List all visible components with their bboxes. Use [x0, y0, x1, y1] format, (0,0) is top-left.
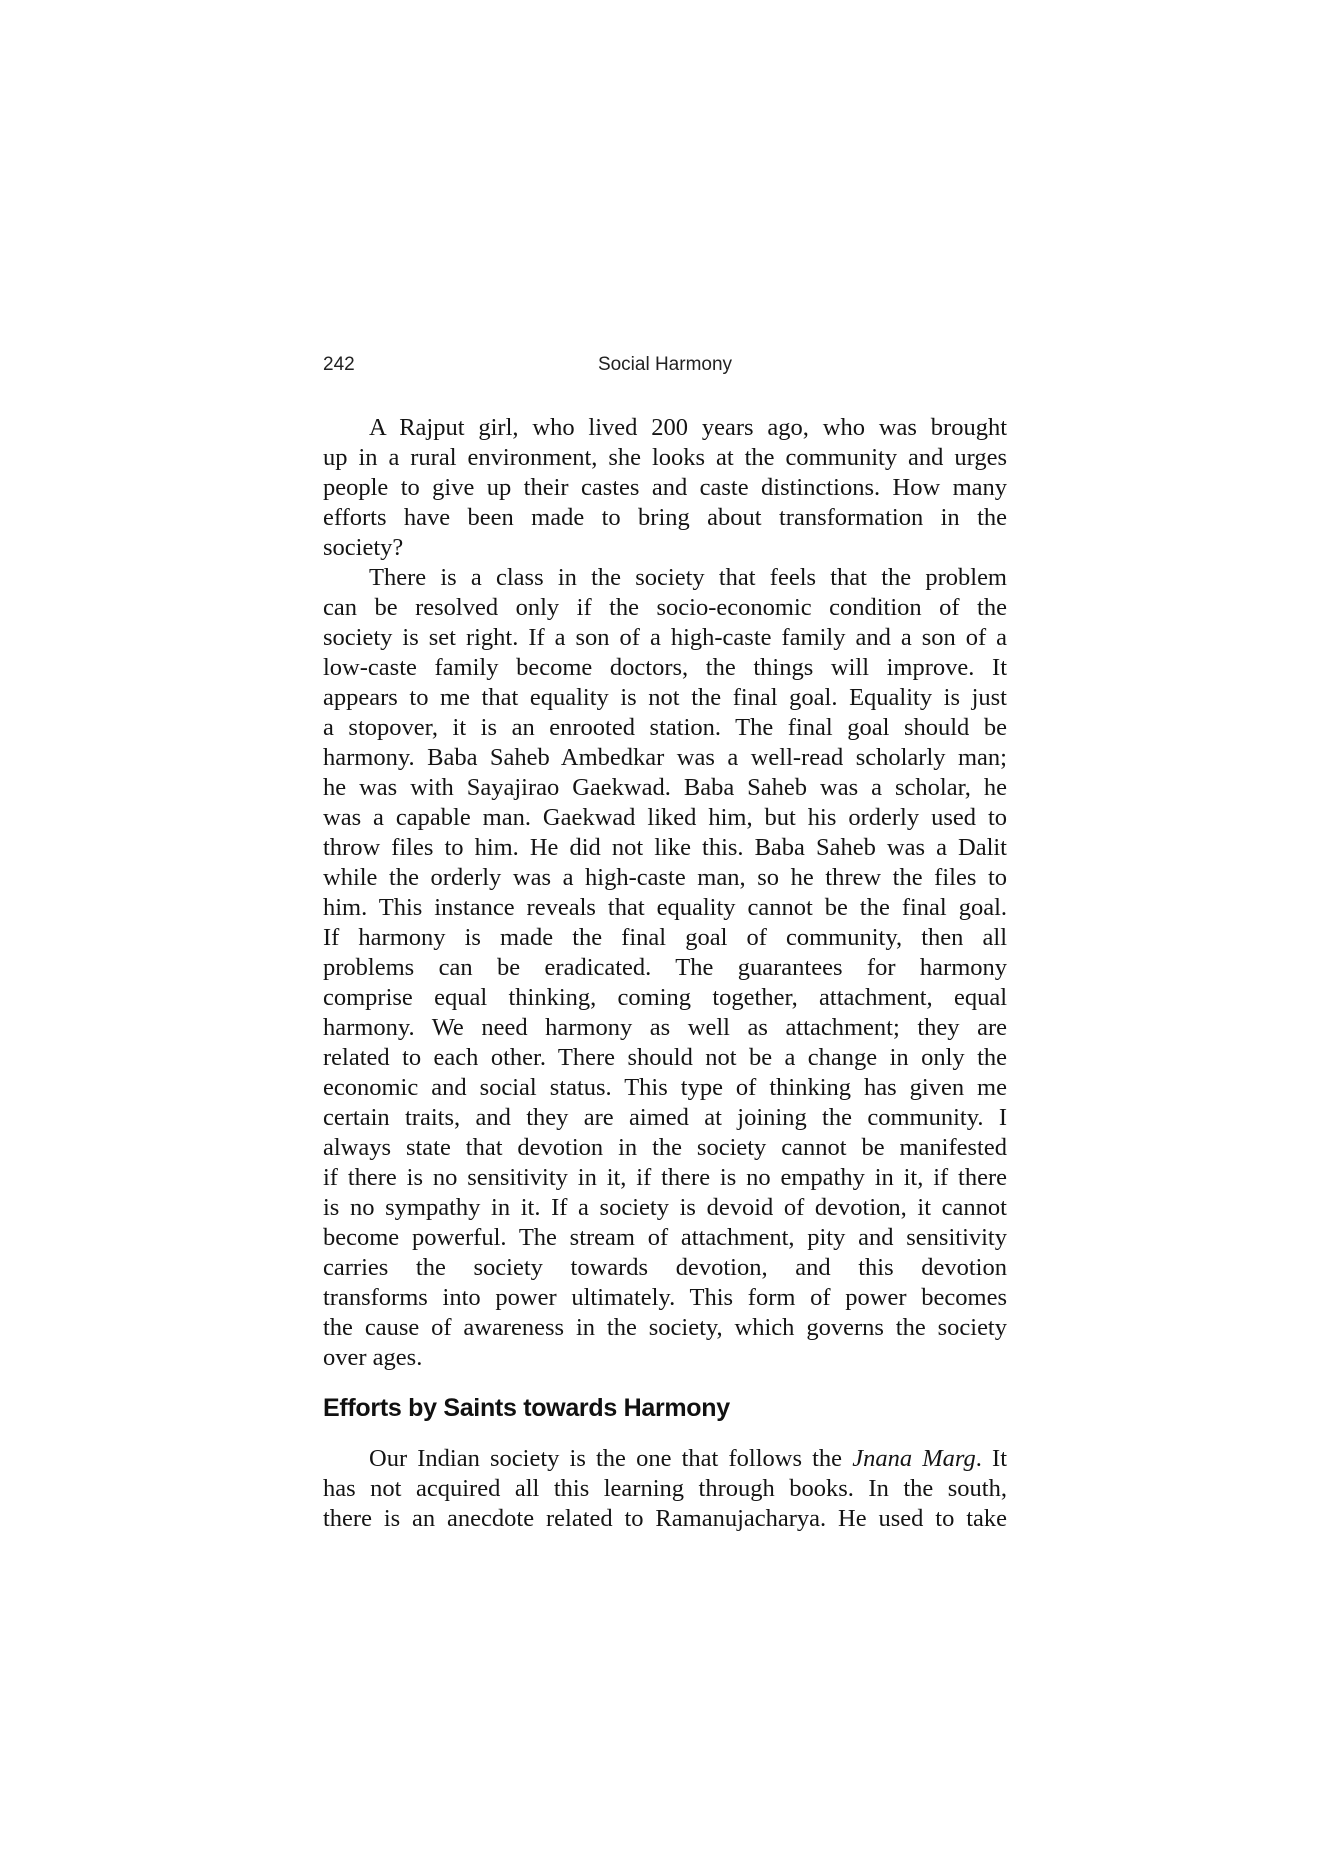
page-number: 242 [323, 354, 355, 375]
text-line: a stopover, it is an enrooted station. The final goal should be [323, 714, 1007, 741]
text-line: become powerful. The stream of attachment, pity and sensitivity [323, 1224, 1007, 1251]
text-line: throw files to him. He did not like this. Baba Saheb was a Dalit [323, 834, 1007, 861]
text-line: There is a class in the society that feels that the problem [369, 564, 1007, 591]
text-line: harmony. Baba Saheb Ambedkar was a well-read scholarly man; [323, 744, 1007, 771]
text-line: if there is no sensitivity in it, if there is no empathy in it, if there [323, 1164, 1007, 1191]
section-heading: Efforts by Saints towards Harmony [323, 1394, 730, 1422]
running-head [323, 354, 1007, 380]
text-line: him. This instance reveals that equality cannot be the final goal. [323, 894, 1007, 921]
italic-term: Jnana Marg [852, 1444, 976, 1472]
text-line: related to each other. There should not be a change in only the [323, 1044, 1007, 1071]
text-line: If harmony is made the final goal of community, then all [323, 924, 1007, 951]
text-line: can be resolved only if the socio-economic condition of the [323, 594, 1007, 621]
text-line: transforms into power ultimately. This form of power becomes [323, 1284, 1007, 1311]
text-line: is no sympathy in it. If a society is devoid of devotion, it cannot [323, 1194, 1007, 1221]
running-title: Social Harmony [597, 354, 733, 375]
text-line: economic and social status. This type of thinking has given me [323, 1074, 1007, 1101]
text-line: people to give up their castes and caste distinctions. How many [323, 474, 1007, 501]
paragraph-2 [323, 563, 1007, 1373]
text-line: society is set right. If a son of a high-caste family and a son of a [323, 624, 1007, 651]
text-line [323, 1444, 1007, 1474]
text-line: efforts have been made to bring about transformation in the [323, 504, 1007, 531]
text-line: harmony. We need harmony as well as attachment; they are [323, 1014, 1007, 1041]
text-line: A Rajput girl, who lived 200 years ago, who was brought [369, 414, 1007, 441]
text-run: . It [975, 1444, 1007, 1472]
text-run: Our Indian society is the one that follows the [369, 1444, 853, 1472]
text-line: low-caste family become doctors, the things will improve. It [323, 654, 1007, 681]
text-line: certain traits, and they are aimed at joining the community. I [323, 1104, 1007, 1131]
text-line: over ages. [323, 1344, 423, 1371]
body-text [323, 413, 1007, 1534]
text-line: society? [323, 534, 404, 561]
text-line: appears to me that equality is not the final goal. Equality is just [323, 684, 1007, 711]
text-line: he was with Sayajirao Gaekwad. Baba Saheb was a scholar, he [323, 774, 1007, 801]
text-line: problems can be eradicated. The guarantees for harmony [323, 954, 1007, 981]
text-line: the cause of awareness in the society, which governs the society [323, 1314, 1007, 1341]
text-line: there is an anecdote related to Ramanujacharya. He used to take [323, 1504, 1007, 1532]
text-line: comprise equal thinking, coming together, attachment, equal [323, 984, 1007, 1011]
paragraph-1 [323, 413, 1007, 563]
text-line: carries the society towards devotion, and this devotion [323, 1254, 1007, 1281]
text-line: has not acquired all this learning through books. In the south, [323, 1474, 1007, 1502]
text-line: always state that devotion in the society cannot be manifested [323, 1134, 1007, 1161]
paragraph-3 [323, 1444, 1007, 1534]
text-line: while the orderly was a high-caste man, so he threw the files to [323, 864, 1007, 891]
text-line: up in a rural environment, she looks at the community and urges [323, 444, 1007, 471]
text-line: was a capable man. Gaekwad liked him, but his orderly used to [323, 804, 1007, 831]
